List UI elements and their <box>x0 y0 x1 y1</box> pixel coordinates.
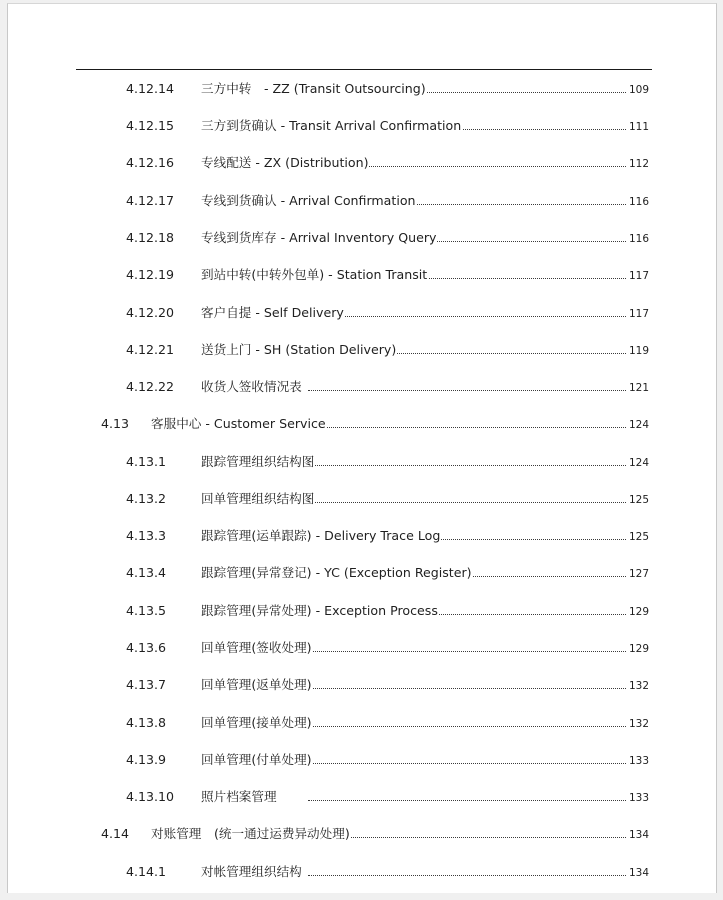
toc-entry-number: 4.12.14 <box>126 81 175 96</box>
toc-entry[interactable] <box>8 489 716 509</box>
toc-entry-page: 132 <box>627 714 649 734</box>
toc-entry-number: 4.13.7 <box>126 677 167 692</box>
toc-entry-number: 4.13.3 <box>126 528 167 543</box>
toc-leader-dots <box>308 800 626 801</box>
toc-entry-number: 4.12.20 <box>126 305 175 320</box>
toc-entry-title: 跟踪管理(异常处理) - Exception Process <box>201 601 439 621</box>
toc-entry-title: 到站中转(中转外包单) - Station Transit <box>201 265 428 285</box>
toc-entry-title: 客户自提 - Self Delivery <box>201 303 345 323</box>
toc-entry-page: 119 <box>627 341 649 361</box>
toc-entry-number: 4.13.6 <box>126 640 167 655</box>
toc-entry-page: 117 <box>627 304 649 324</box>
toc-entry-number: 4.13.1 <box>126 454 167 469</box>
toc-entry-title: 送货上门 - SH (Station Delivery) <box>201 340 397 360</box>
toc-entry-page: 125 <box>627 490 649 510</box>
toc-entry[interactable] <box>8 79 716 99</box>
toc-entry-title: 照片档案管理 <box>201 787 278 807</box>
toc-entry[interactable] <box>8 116 716 136</box>
document-page <box>7 3 717 893</box>
toc-entry-title: 跟踪管理(运单跟踪) - Delivery Trace Log <box>201 526 441 546</box>
toc-leader-dots <box>308 390 626 391</box>
toc-entry[interactable] <box>8 526 716 546</box>
toc-entry-page: 133 <box>627 751 649 771</box>
toc-entry-title: 跟踪管理(异常登记) - YC (Exception Register) <box>201 563 473 583</box>
toc-entry-number: 4.12.16 <box>126 155 175 170</box>
toc-entry-number: 4.13.9 <box>126 752 167 767</box>
toc-entry[interactable] <box>8 675 716 695</box>
toc-entry-page: 132 <box>627 676 649 696</box>
toc-entry[interactable] <box>8 750 716 770</box>
toc-entry-title: 对帐管理组织结构 <box>201 862 303 882</box>
toc-entry[interactable] <box>8 787 716 807</box>
toc-entry-number: 4.12.15 <box>126 118 175 133</box>
toc-entry[interactable] <box>8 228 716 248</box>
toc-leader-dots <box>308 875 626 876</box>
header-rule <box>76 69 652 70</box>
toc-leader-dots <box>308 502 626 503</box>
toc-entry-page: 129 <box>627 602 649 622</box>
toc-entry[interactable] <box>8 601 716 621</box>
toc-entry-page: 127 <box>627 564 649 584</box>
toc-entry-section[interactable] <box>8 414 716 434</box>
toc-entry-number: 4.12.22 <box>126 379 175 394</box>
toc-leader-dots <box>308 763 626 764</box>
toc-entry[interactable] <box>8 452 716 472</box>
toc-entry-title: 回单管理(签收处理) <box>201 638 313 658</box>
toc-entry[interactable] <box>8 377 716 397</box>
toc-entry-title: 三方中转 - ZZ (Transit Outsourcing) <box>201 79 427 99</box>
toc-entry-page: 109 <box>627 80 649 100</box>
toc-entry-page: 124 <box>627 415 649 435</box>
toc-entry-number: 4.13 <box>101 416 130 431</box>
toc-entry-page: 134 <box>627 863 649 883</box>
toc-entry-title: 回单管理(付单处理) <box>201 750 313 770</box>
toc-entry[interactable] <box>8 340 716 360</box>
toc-leader-dots <box>308 688 626 689</box>
toc-entry-title: 对账管理 (统一通过运费异动处理) <box>151 824 351 844</box>
toc-entry-title: 专线到货确认 - Arrival Confirmation <box>201 191 417 211</box>
toc-entry-number: 4.13.4 <box>126 565 167 580</box>
toc-entry-page: 133 <box>627 788 649 808</box>
toc-entry-page: 112 <box>627 154 649 174</box>
toc-entry-title: 三方到货确认 - Transit Arrival Confirmation <box>201 116 462 136</box>
toc-entry-title: 回单管理组织结构图 <box>201 489 315 509</box>
toc-entry-title: 跟踪管理组织结构图 <box>201 452 315 472</box>
toc-entry-page: 129 <box>627 639 649 659</box>
toc-entry-number: 4.12.18 <box>126 230 175 245</box>
toc-entry-number: 4.12.17 <box>126 193 175 208</box>
toc-entry[interactable] <box>8 191 716 211</box>
toc-entry[interactable] <box>8 265 716 285</box>
toc-entry-page: 117 <box>627 266 649 286</box>
toc-entry-number: 4.14 <box>101 826 130 841</box>
toc-leader-dots <box>308 726 626 727</box>
toc-entry-page: 121 <box>627 378 649 398</box>
toc-entry-title: 收货人签收情况表 <box>201 377 303 397</box>
toc-entry[interactable] <box>8 862 716 882</box>
toc-entry[interactable] <box>8 563 716 583</box>
toc-entry-title: 回单管理(返单处理) <box>201 675 313 695</box>
toc-entry-title: 专线到货库存 - Arrival Inventory Query <box>201 228 437 248</box>
toc-leader-dots <box>308 465 626 466</box>
toc-entry-page: 124 <box>627 453 649 473</box>
toc-entry-page: 125 <box>627 527 649 547</box>
toc-entry-title: 回单管理(接单处理) <box>201 713 313 733</box>
toc-entry-number: 4.12.19 <box>126 267 175 282</box>
toc-entry-page: 111 <box>627 117 649 137</box>
toc-entry-section[interactable] <box>8 824 716 844</box>
toc-entry-page: 134 <box>627 825 649 845</box>
toc-entry-number: 4.12.21 <box>126 342 175 357</box>
toc-entry-title: 客服中心 - Customer Service <box>151 414 327 434</box>
toc-entry[interactable] <box>8 638 716 658</box>
toc-entry[interactable] <box>8 153 716 173</box>
toc-leader-dots <box>308 316 626 317</box>
toc-entry-number: 4.13.10 <box>126 789 175 804</box>
toc-entry-page: 116 <box>627 229 649 249</box>
toc-entry-number: 4.13.2 <box>126 491 167 506</box>
toc-entry-page: 116 <box>627 192 649 212</box>
toc-entry[interactable] <box>8 303 716 323</box>
toc-entry-number: 4.14.1 <box>126 864 167 879</box>
toc-entry-title: 专线配送 - ZX (Distribution) <box>201 153 369 173</box>
toc-entry-number: 4.13.5 <box>126 603 167 618</box>
toc-entry-number: 4.13.8 <box>126 715 167 730</box>
toc-leader-dots <box>308 651 626 652</box>
toc-entry[interactable] <box>8 713 716 733</box>
